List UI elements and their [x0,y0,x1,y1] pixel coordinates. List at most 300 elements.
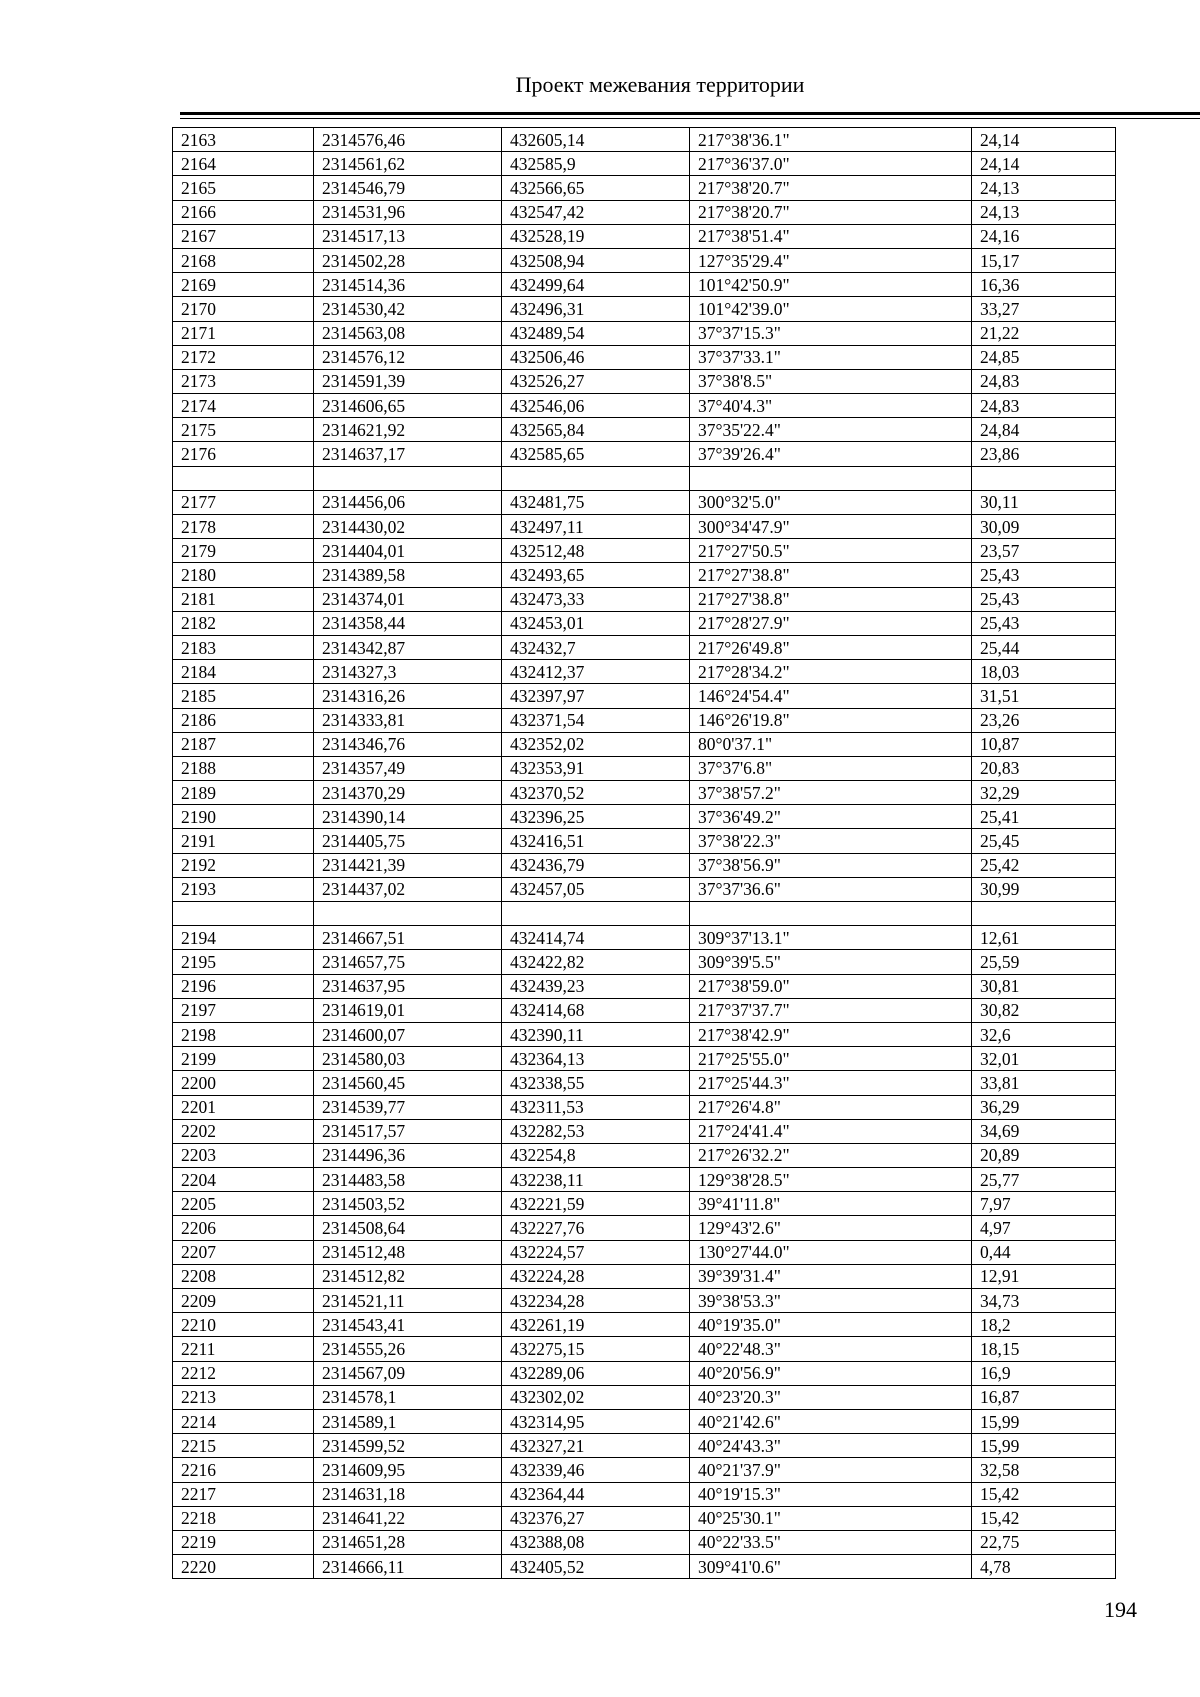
direction-angle-cell: 217°36'37.0" [690,152,972,176]
table-row [173,756,1116,780]
length-cell: 4,78 [972,1555,1116,1579]
table-row [173,176,1116,200]
y-coordinate-cell: 432526,27 [502,369,690,393]
point-number-cell: 2215 [173,1434,314,1458]
y-coordinate-cell: 432546,06 [502,394,690,418]
y-coordinate-cell: 432364,44 [502,1482,690,1506]
length-cell: 32,6 [972,1022,1116,1046]
y-coordinate-cell: 432364,13 [502,1047,690,1071]
y-coordinate-cell: 432261,19 [502,1313,690,1337]
x-coordinate-cell: 2314496,36 [314,1143,502,1167]
x-coordinate-cell: 2314619,01 [314,998,502,1022]
y-coordinate-cell: 432224,57 [502,1240,690,1264]
x-coordinate-cell: 2314421,39 [314,853,502,877]
direction-angle-cell: 217°27'38.8" [690,587,972,611]
y-coordinate-cell: 432224,28 [502,1264,690,1288]
y-coordinate-cell: 432493,65 [502,563,690,587]
point-number-cell: 2177 [173,490,314,514]
length-cell: 30,09 [972,515,1116,539]
direction-angle-cell: 300°34'47.9" [690,515,972,539]
point-number-cell: 2208 [173,1264,314,1288]
point-number-cell: 2196 [173,974,314,998]
direction-angle-cell: 37°36'49.2" [690,805,972,829]
x-coordinate-cell: 2314637,17 [314,442,502,466]
point-number-cell: 2207 [173,1240,314,1264]
table-row [173,200,1116,224]
direction-angle-cell: 217°25'55.0" [690,1047,972,1071]
x-coordinate-cell: 2314637,95 [314,974,502,998]
length-cell: 15,99 [972,1409,1116,1433]
length-cell: 10,87 [972,732,1116,756]
x-coordinate-cell: 2314512,48 [314,1240,502,1264]
table-row [173,1168,1116,1192]
length-cell: 22,75 [972,1530,1116,1554]
length-cell: 0,44 [972,1240,1116,1264]
x-coordinate-cell: 2314405,75 [314,829,502,853]
y-coordinate-cell: 432473,33 [502,587,690,611]
direction-angle-cell: 127°35'29.4" [690,248,972,272]
table-row [173,781,1116,805]
length-cell: 23,26 [972,708,1116,732]
point-number-cell: 2181 [173,587,314,611]
point-number-cell: 2183 [173,635,314,659]
direction-angle-cell [690,466,972,490]
table-row [173,1022,1116,1046]
direction-angle-cell: 40°22'33.5" [690,1530,972,1554]
point-number-cell: 2219 [173,1530,314,1554]
length-cell: 15,17 [972,248,1116,272]
direction-angle-cell: 146°26'19.8" [690,708,972,732]
direction-angle-cell: 130°27'44.0" [690,1240,972,1264]
coordinates-table [172,127,1116,1579]
table-row [173,490,1116,514]
y-coordinate-cell: 432489,54 [502,321,690,345]
length-cell: 16,87 [972,1385,1116,1409]
y-coordinate-cell: 432221,59 [502,1192,690,1216]
point-number-cell: 2163 [173,128,314,152]
direction-angle-cell: 217°26'4.8" [690,1095,972,1119]
y-coordinate-cell: 432388,08 [502,1530,690,1554]
x-coordinate-cell: 2314456,06 [314,490,502,514]
y-coordinate-cell: 432352,02 [502,732,690,756]
x-coordinate-cell: 2314404,01 [314,539,502,563]
x-coordinate-cell: 2314342,87 [314,635,502,659]
x-coordinate-cell: 2314560,45 [314,1071,502,1095]
point-number-cell: 2211 [173,1337,314,1361]
x-coordinate-cell: 2314430,02 [314,515,502,539]
length-cell: 20,89 [972,1143,1116,1167]
x-coordinate-cell: 2314606,65 [314,394,502,418]
table-row [173,853,1116,877]
y-coordinate-cell: 432605,14 [502,128,690,152]
point-number-cell: 2201 [173,1095,314,1119]
table-row [173,587,1116,611]
y-coordinate-cell: 432414,68 [502,998,690,1022]
x-coordinate-cell: 2314358,44 [314,611,502,635]
table-row [173,708,1116,732]
y-coordinate-cell: 432585,9 [502,152,690,176]
point-number-cell: 2212 [173,1361,314,1385]
length-cell: 12,61 [972,926,1116,950]
point-number-cell [173,466,314,490]
point-number-cell: 2194 [173,926,314,950]
point-number-cell: 2172 [173,345,314,369]
x-coordinate-cell: 2314316,26 [314,684,502,708]
table-row [173,732,1116,756]
table-row [173,684,1116,708]
length-cell [972,902,1116,926]
direction-angle-cell: 129°43'2.6" [690,1216,972,1240]
table-row [173,369,1116,393]
length-cell: 15,99 [972,1434,1116,1458]
y-coordinate-cell: 432390,11 [502,1022,690,1046]
direction-angle-cell: 40°19'15.3" [690,1482,972,1506]
x-coordinate-cell: 2314578,1 [314,1385,502,1409]
point-number-cell: 2220 [173,1555,314,1579]
table-row [173,660,1116,684]
x-coordinate-cell: 2314591,39 [314,369,502,393]
length-cell: 36,29 [972,1095,1116,1119]
length-cell: 25,59 [972,950,1116,974]
length-cell [972,466,1116,490]
table-row [173,1458,1116,1482]
length-cell: 25,41 [972,805,1116,829]
table-row [173,321,1116,345]
point-number-cell: 2204 [173,1168,314,1192]
table-row [173,974,1116,998]
length-cell: 32,58 [972,1458,1116,1482]
table-row [173,128,1116,152]
y-coordinate-cell: 432499,64 [502,273,690,297]
point-number-cell: 2206 [173,1216,314,1240]
x-coordinate-cell: 2314389,58 [314,563,502,587]
x-coordinate-cell: 2314370,29 [314,781,502,805]
direction-angle-cell: 39°39'31.4" [690,1264,972,1288]
point-number-cell [173,902,314,926]
point-number-cell: 2200 [173,1071,314,1095]
y-coordinate-cell: 432282,53 [502,1119,690,1143]
x-coordinate-cell: 2314667,51 [314,926,502,950]
direction-angle-cell: 129°38'28.5" [690,1168,972,1192]
x-coordinate-cell: 2314346,76 [314,732,502,756]
direction-angle-cell: 217°28'27.9" [690,611,972,635]
direction-angle-cell: 40°21'37.9" [690,1458,972,1482]
length-cell: 30,81 [972,974,1116,998]
point-number-cell: 2186 [173,708,314,732]
x-coordinate-cell: 2314483,58 [314,1168,502,1192]
direction-angle-cell: 37°35'22.4" [690,418,972,442]
direction-angle-cell: 37°39'26.4" [690,442,972,466]
point-number-cell: 2171 [173,321,314,345]
length-cell: 30,99 [972,877,1116,901]
length-cell: 24,13 [972,200,1116,224]
length-cell: 25,42 [972,853,1116,877]
point-number-cell: 2216 [173,1458,314,1482]
direction-angle-cell: 40°19'35.0" [690,1313,972,1337]
length-cell: 31,51 [972,684,1116,708]
point-number-cell: 2193 [173,877,314,901]
direction-angle-cell: 39°38'53.3" [690,1289,972,1313]
length-cell: 15,42 [972,1482,1116,1506]
length-cell: 34,69 [972,1119,1116,1143]
table-row [173,1071,1116,1095]
table-row [173,998,1116,1022]
point-number-cell: 2202 [173,1119,314,1143]
length-cell: 32,29 [972,781,1116,805]
y-coordinate-cell: 432457,05 [502,877,690,901]
length-cell: 18,2 [972,1313,1116,1337]
length-cell: 18,15 [972,1337,1116,1361]
x-coordinate-cell: 2314357,49 [314,756,502,780]
length-cell: 12,91 [972,1264,1116,1288]
direction-angle-cell: 39°41'11.8" [690,1192,972,1216]
y-coordinate-cell [502,466,690,490]
table-row [173,635,1116,659]
direction-angle-cell: 40°24'43.3" [690,1434,972,1458]
length-cell: 25,45 [972,829,1116,853]
point-number-cell: 2170 [173,297,314,321]
point-number-cell: 2192 [173,853,314,877]
y-coordinate-cell: 432436,79 [502,853,690,877]
x-coordinate-cell: 2314576,46 [314,128,502,152]
point-number-cell: 2218 [173,1506,314,1530]
y-coordinate-cell: 432453,01 [502,611,690,635]
direction-angle-cell: 146°24'54.4" [690,684,972,708]
direction-angle-cell: 217°24'41.4" [690,1119,972,1143]
page-header-title: Проект межевания территории [515,72,805,97]
length-cell: 30,11 [972,490,1116,514]
direction-angle-cell [690,902,972,926]
x-coordinate-cell: 2314327,3 [314,660,502,684]
table-row [173,1264,1116,1288]
y-coordinate-cell: 432376,27 [502,1506,690,1530]
x-coordinate-cell: 2314546,79 [314,176,502,200]
length-cell: 24,14 [972,152,1116,176]
length-cell: 25,43 [972,587,1116,611]
table-row [173,829,1116,853]
table-row [173,926,1116,950]
point-number-cell: 2182 [173,611,314,635]
coordinates-table-body [173,128,1116,1579]
direction-angle-cell: 40°22'48.3" [690,1337,972,1361]
length-cell: 24,83 [972,394,1116,418]
direction-angle-cell: 217°26'49.8" [690,635,972,659]
direction-angle-cell: 37°37'6.8" [690,756,972,780]
x-coordinate-cell: 2314599,52 [314,1434,502,1458]
point-number-cell: 2167 [173,224,314,248]
direction-angle-cell: 217°28'34.2" [690,660,972,684]
direction-angle-cell: 300°32'5.0" [690,490,972,514]
x-coordinate-cell: 2314600,07 [314,1022,502,1046]
direction-angle-cell: 40°23'20.3" [690,1385,972,1409]
point-number-cell: 2187 [173,732,314,756]
length-cell: 25,44 [972,635,1116,659]
direction-angle-cell: 37°37'36.6" [690,877,972,901]
direction-angle-cell: 101°42'50.9" [690,273,972,297]
length-cell: 24,13 [972,176,1116,200]
length-cell: 15,42 [972,1506,1116,1530]
table-row [173,1506,1116,1530]
y-coordinate-cell: 432481,75 [502,490,690,514]
y-coordinate-cell: 432327,21 [502,1434,690,1458]
length-cell: 25,43 [972,611,1116,635]
table-row [173,950,1116,974]
direction-angle-cell: 37°37'33.1" [690,345,972,369]
y-coordinate-cell: 432338,55 [502,1071,690,1095]
x-coordinate-cell: 2314666,11 [314,1555,502,1579]
point-number-cell: 2184 [173,660,314,684]
y-coordinate-cell: 432353,91 [502,756,690,780]
point-number-cell: 2164 [173,152,314,176]
x-coordinate-cell: 2314543,41 [314,1313,502,1337]
y-coordinate-cell: 432439,23 [502,974,690,998]
point-number-cell: 2179 [173,539,314,563]
direction-angle-cell: 309°37'13.1" [690,926,972,950]
length-cell: 25,43 [972,563,1116,587]
direction-angle-cell: 217°25'44.3" [690,1071,972,1095]
x-coordinate-cell: 2314514,36 [314,273,502,297]
y-coordinate-cell: 432585,65 [502,442,690,466]
x-coordinate-cell: 2314502,28 [314,248,502,272]
length-cell: 33,27 [972,297,1116,321]
length-cell: 24,16 [972,224,1116,248]
x-coordinate-cell: 2314563,08 [314,321,502,345]
y-coordinate-cell: 432506,46 [502,345,690,369]
table-row [173,248,1116,272]
direction-angle-cell: 217°27'38.8" [690,563,972,587]
header-rule-thick [180,112,1200,115]
table-row [173,1530,1116,1554]
direction-angle-cell: 217°38'20.7" [690,176,972,200]
table-row [173,1434,1116,1458]
point-number-cell: 2217 [173,1482,314,1506]
direction-angle-cell: 37°38'8.5" [690,369,972,393]
table-row [173,1313,1116,1337]
point-number-cell: 2185 [173,684,314,708]
direction-angle-cell: 37°40'4.3" [690,394,972,418]
direction-angle-cell: 217°38'42.9" [690,1022,972,1046]
y-coordinate-cell: 432289,06 [502,1361,690,1385]
point-number-cell: 2191 [173,829,314,853]
table-row [173,539,1116,563]
point-number-cell: 2180 [173,563,314,587]
table-row [173,515,1116,539]
direction-angle-cell: 217°26'32.2" [690,1143,972,1167]
table-row [173,442,1116,466]
table-row [173,902,1116,926]
point-number-cell: 2169 [173,273,314,297]
direction-angle-cell: 40°25'30.1" [690,1506,972,1530]
table-row [173,1192,1116,1216]
y-coordinate-cell: 432412,37 [502,660,690,684]
y-coordinate-cell: 432565,84 [502,418,690,442]
table-row [173,1240,1116,1264]
length-cell: 7,97 [972,1192,1116,1216]
y-coordinate-cell: 432238,11 [502,1168,690,1192]
length-cell: 24,84 [972,418,1116,442]
table-row [173,1095,1116,1119]
point-number-cell: 2175 [173,418,314,442]
point-number-cell: 2205 [173,1192,314,1216]
y-coordinate-cell: 432234,28 [502,1289,690,1313]
point-number-cell: 2189 [173,781,314,805]
y-coordinate-cell: 432275,15 [502,1337,690,1361]
y-coordinate-cell: 432339,46 [502,1458,690,1482]
table-row [173,224,1116,248]
direction-angle-cell: 309°39'5.5" [690,950,972,974]
table-row [173,466,1116,490]
x-coordinate-cell [314,466,502,490]
direction-angle-cell: 309°41'0.6" [690,1555,972,1579]
y-coordinate-cell: 432508,94 [502,248,690,272]
y-coordinate-cell: 432512,48 [502,539,690,563]
table-row [173,563,1116,587]
y-coordinate-cell: 432547,42 [502,200,690,224]
y-coordinate-cell [502,902,690,926]
point-number-cell: 2188 [173,756,314,780]
table-row [173,418,1116,442]
y-coordinate-cell: 432432,7 [502,635,690,659]
y-coordinate-cell: 432566,65 [502,176,690,200]
table-row [173,1409,1116,1433]
length-cell: 24,85 [972,345,1116,369]
point-number-cell: 2176 [173,442,314,466]
point-number-cell: 2168 [173,248,314,272]
table-row [173,152,1116,176]
length-cell: 24,83 [972,369,1116,393]
direction-angle-cell: 217°38'20.7" [690,200,972,224]
direction-angle-cell: 217°38'36.1" [690,128,972,152]
y-coordinate-cell: 432497,11 [502,515,690,539]
direction-angle-cell: 217°38'59.0" [690,974,972,998]
x-coordinate-cell: 2314580,03 [314,1047,502,1071]
point-number-cell: 2214 [173,1409,314,1433]
y-coordinate-cell: 432254,8 [502,1143,690,1167]
point-number-cell: 2190 [173,805,314,829]
x-coordinate-cell: 2314657,75 [314,950,502,974]
table-row [173,1555,1116,1579]
direction-angle-cell: 40°21'42.6" [690,1409,972,1433]
direction-angle-cell: 217°38'51.4" [690,224,972,248]
x-coordinate-cell: 2314517,57 [314,1119,502,1143]
y-coordinate-cell: 432302,02 [502,1385,690,1409]
x-coordinate-cell: 2314631,18 [314,1482,502,1506]
length-cell: 30,82 [972,998,1116,1022]
table-row [173,877,1116,901]
point-number-cell: 2174 [173,394,314,418]
length-cell: 23,57 [972,539,1116,563]
x-coordinate-cell: 2314530,42 [314,297,502,321]
x-coordinate-cell: 2314651,28 [314,1530,502,1554]
y-coordinate-cell: 432397,97 [502,684,690,708]
length-cell: 20,83 [972,756,1116,780]
header-rule-thin [180,118,1200,119]
length-cell: 23,86 [972,442,1116,466]
point-number-cell: 2198 [173,1022,314,1046]
y-coordinate-cell: 432414,74 [502,926,690,950]
y-coordinate-cell: 432416,51 [502,829,690,853]
x-coordinate-cell: 2314539,77 [314,1095,502,1119]
length-cell: 16,9 [972,1361,1116,1385]
table-row [173,805,1116,829]
y-coordinate-cell: 432496,31 [502,297,690,321]
direction-angle-cell: 217°27'50.5" [690,539,972,563]
table-row [173,611,1116,635]
point-number-cell: 2165 [173,176,314,200]
table-row [173,1143,1116,1167]
direction-angle-cell: 101°42'39.0" [690,297,972,321]
table-row [173,1482,1116,1506]
